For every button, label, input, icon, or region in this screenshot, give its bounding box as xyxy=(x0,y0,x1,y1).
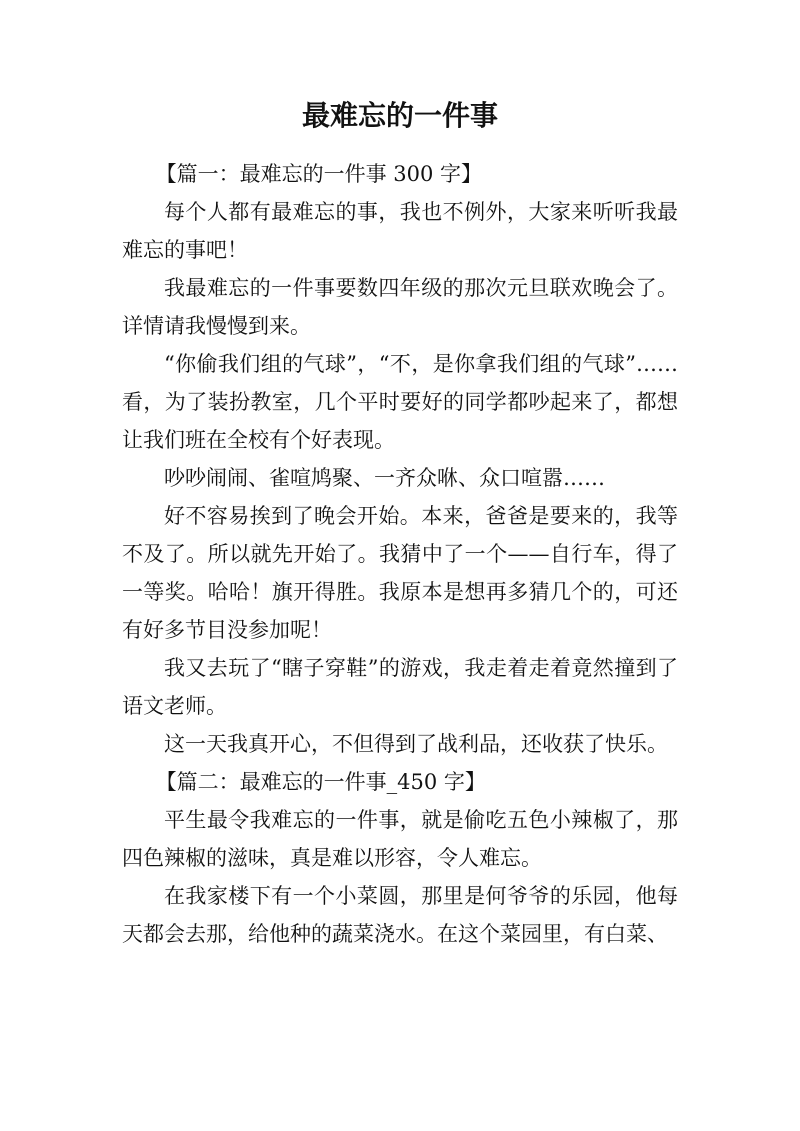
paragraph: 在我家楼下有一个小菜圆，那里是何爷爷的乐园，他每天都会去那，给他种的蔬菜浇水。在这个菜园里，有白菜、 xyxy=(122,884,678,946)
paragraph: 我又去玩了“瞎子穿鞋”的游戏，我走着走着竟然撞到了语文老师。 xyxy=(122,656,678,718)
paragraph: 平生最令我难忘的一件事，就是偷吃五色小辣椒了，那四色辣椒的滋味，真是难以形容，令人难忘。 xyxy=(122,808,678,870)
paragraph: 好不容易挨到了晚会开始。本来，爸爸是要来的，我等不及了。所以就先开始了。我猜中了一个——自行车，得了一等奖。哈哈！旗开得胜。我原本是想再多猜几个的，可还有好多节目没参加呢！ xyxy=(122,504,678,642)
paragraph: “你偷我们组的气球”，“不，是你拿我们组的气球”……看，为了装扮教室，几个平时要好的同学都吵起来了，都想让我们班在全校有个好表现。 xyxy=(122,352,678,452)
paragraph: 吵吵闹闹、雀喧鸠聚、一齐众咻、众口喧嚣…… xyxy=(164,466,605,490)
section-heading-1: 【篇一：最难忘的一件事 300 字】 xyxy=(155,162,483,186)
paragraph: 这一天我真开心，不但得到了战利品，还收获了快乐。 xyxy=(164,732,668,756)
document-body xyxy=(122,155,678,953)
paragraph: 每个人都有最难忘的事，我也不例外，大家来听听我最难忘的事吧！ xyxy=(122,200,678,262)
section-heading-2: 【篇二：最难忘的一件事_450 字】 xyxy=(155,770,486,794)
paragraph: 我最难忘的一件事要数四年级的那次元旦联欢晚会了。详情请我慢慢到来。 xyxy=(122,276,678,338)
document-title: 最难忘的一件事 xyxy=(301,99,498,132)
